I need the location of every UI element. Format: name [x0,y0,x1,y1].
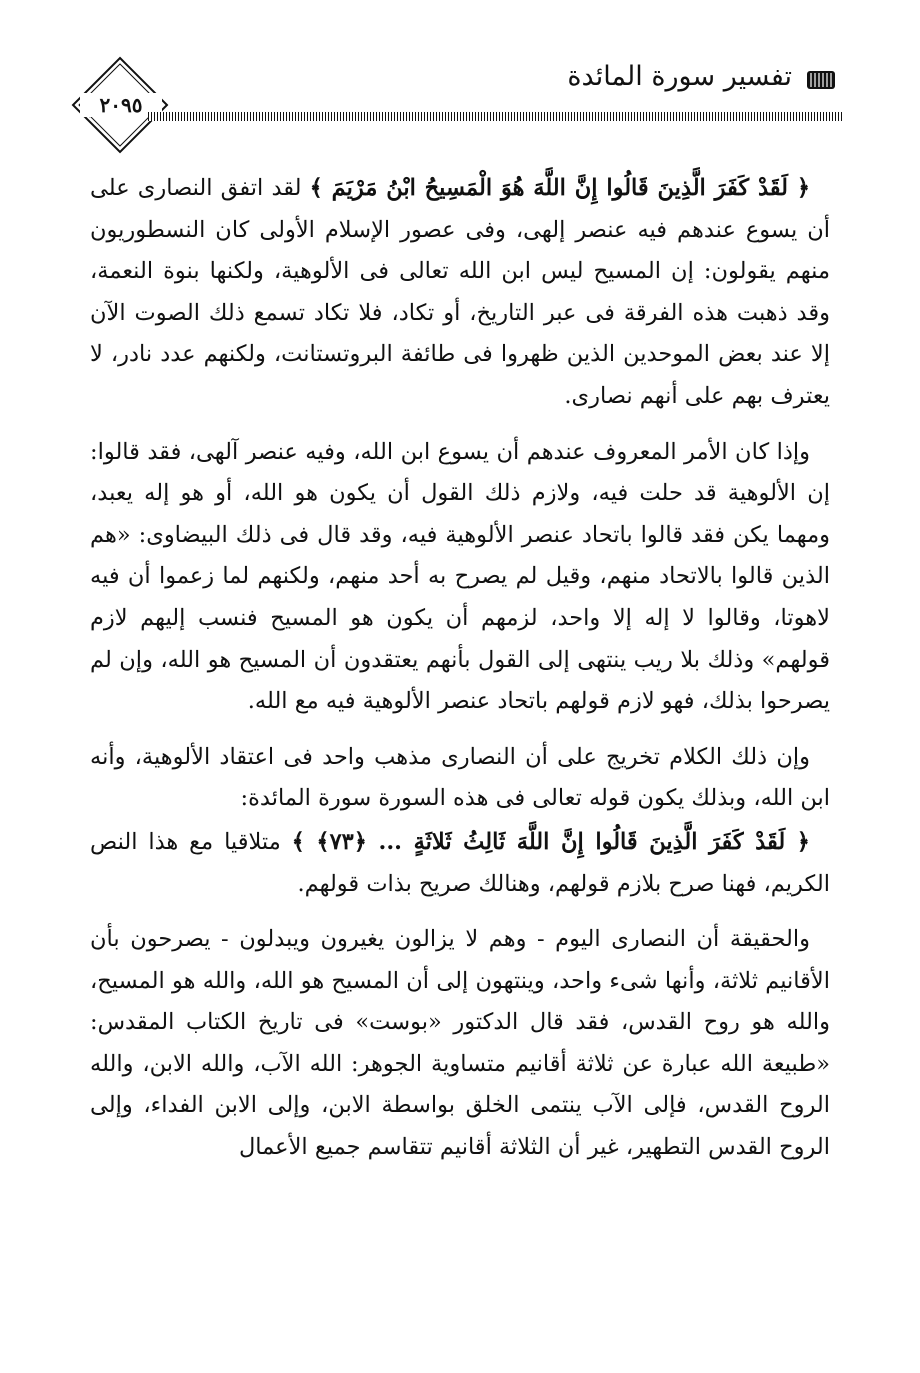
body-text [90,168,830,1183]
paragraph-1 [90,168,830,418]
header-rule [148,112,842,121]
paragraph-2 [90,432,830,723]
book-ornament-icon [804,69,838,91]
paragraph-text: متلاقيا مع هذا النص الكريم، فهنا صرح بلازم قولهم، وهنالك صريح بذات قولهم. [90,828,830,897]
paragraph-text: وإن ذلك الكلام تخريج على أن النصارى مذهب واحد فى اعتقاد الألوهية، وأنه ابن الله، وبذلك يكون قوله تعالى فى هذه السورة سورة المائدة: [90,743,830,812]
paragraph-text: وإذا كان الأمر المعروف عندهم أن يسوع ابن الله، وفيه عنصر آلهى، فقد قالوا: إن الألوهية قد حلت فيه، ولازم ذلك القول أن يكون هو الله، أو هو إله يعبد، ومهما يكن فقد قالوا باتحاد عنصر الألوهية فيه، وقد قال فى ذلك البيضاوى: «هم الذين قالوا بالاتحاد منهم، وقيل لم يصرح به أحد منهم، ولكنهم لما زعموا أن فيه لاهوتا، وقالوا لا إله إلا واحد، لزمهم أن يكون هو المسيح فنسب إليهم لازم قولهم» وذلك بلا ريب ينتهى إلى القول بأنهم يعتقدون أن المسيح هو الله، وإن لم يصرحوا بذلك، فهو لازم قولهم باتحاد عنصر الألوهية فيه مع الله. [90,438,830,715]
paragraph-text: والحقيقة أن النصارى اليوم - وهم لا يزالون يغيرون ويبدلون - يصرحون بأن الأقانيم ثلاثة، وأنها شىء واحد، وينتهون إلى أن المسيح هو الله، والله هو المسيح، والله هو روح القدس، فقد قال الدكتور «بوست» فى تاريخ الكتاب المقدس: «طبيعة الله عبارة عن ثلاثة أقانيم متساوية الجوهر: الله الآب، والله الابن، والله الروح القدس، فإلى الآب ينتمى الخلق بواسطة الابن، وإلى الابن الفداء، وإلى الروح القدس التطهير، غير أن الثلاثة أقانيم تتقاسم جميع الأعمال [90,926,830,1161]
quran-verse: ﴿ لَقَدْ كَفَرَ الَّذِينَ قَالُوا إِنَّ اللَّهَ هُوَ الْمَسِيحُ ابْنُ مَرْيَمَ ﴾ [309,175,811,201]
running-title: تفسير سورة المائدة [567,61,792,92]
page-number-badge [70,55,170,155]
paragraph-3 [90,737,830,820]
page-number: ٢٠٩٥ [80,93,162,117]
paragraph-5 [90,919,830,1169]
paragraph-text: لقد اتفق النصارى على أن يسوع عندهم فيه عنصر إلهى، وفى عصور الإسلام الأولى كان النسطوريون منهم يقولون: إن المسيح ليس ابن الله تعالى فى الألوهية، ولكنها بنوة النعمة، وقد ذهبت هذه الفرقة فى عبر التاريخ، أو تكاد، فلا تكاد تسمع ذلك الصوت الآن إلا عند بعض الموحدين الذين ظهروا فى طائفة البروتستانت، ولكنهم عدد نادر، لا يعترف بهم على أنهم نصارى. [90,175,830,409]
quran-verse: ﴿ لَقَدْ كَفَرَ الَّذِينَ قَالُوا إِنَّ اللَّهَ ثَالِثُ ثَلاثَةٍ ... ﴿٧٣﴾ ﴾ [291,828,810,855]
page-header [70,55,850,165]
paragraph-4 [90,822,830,905]
